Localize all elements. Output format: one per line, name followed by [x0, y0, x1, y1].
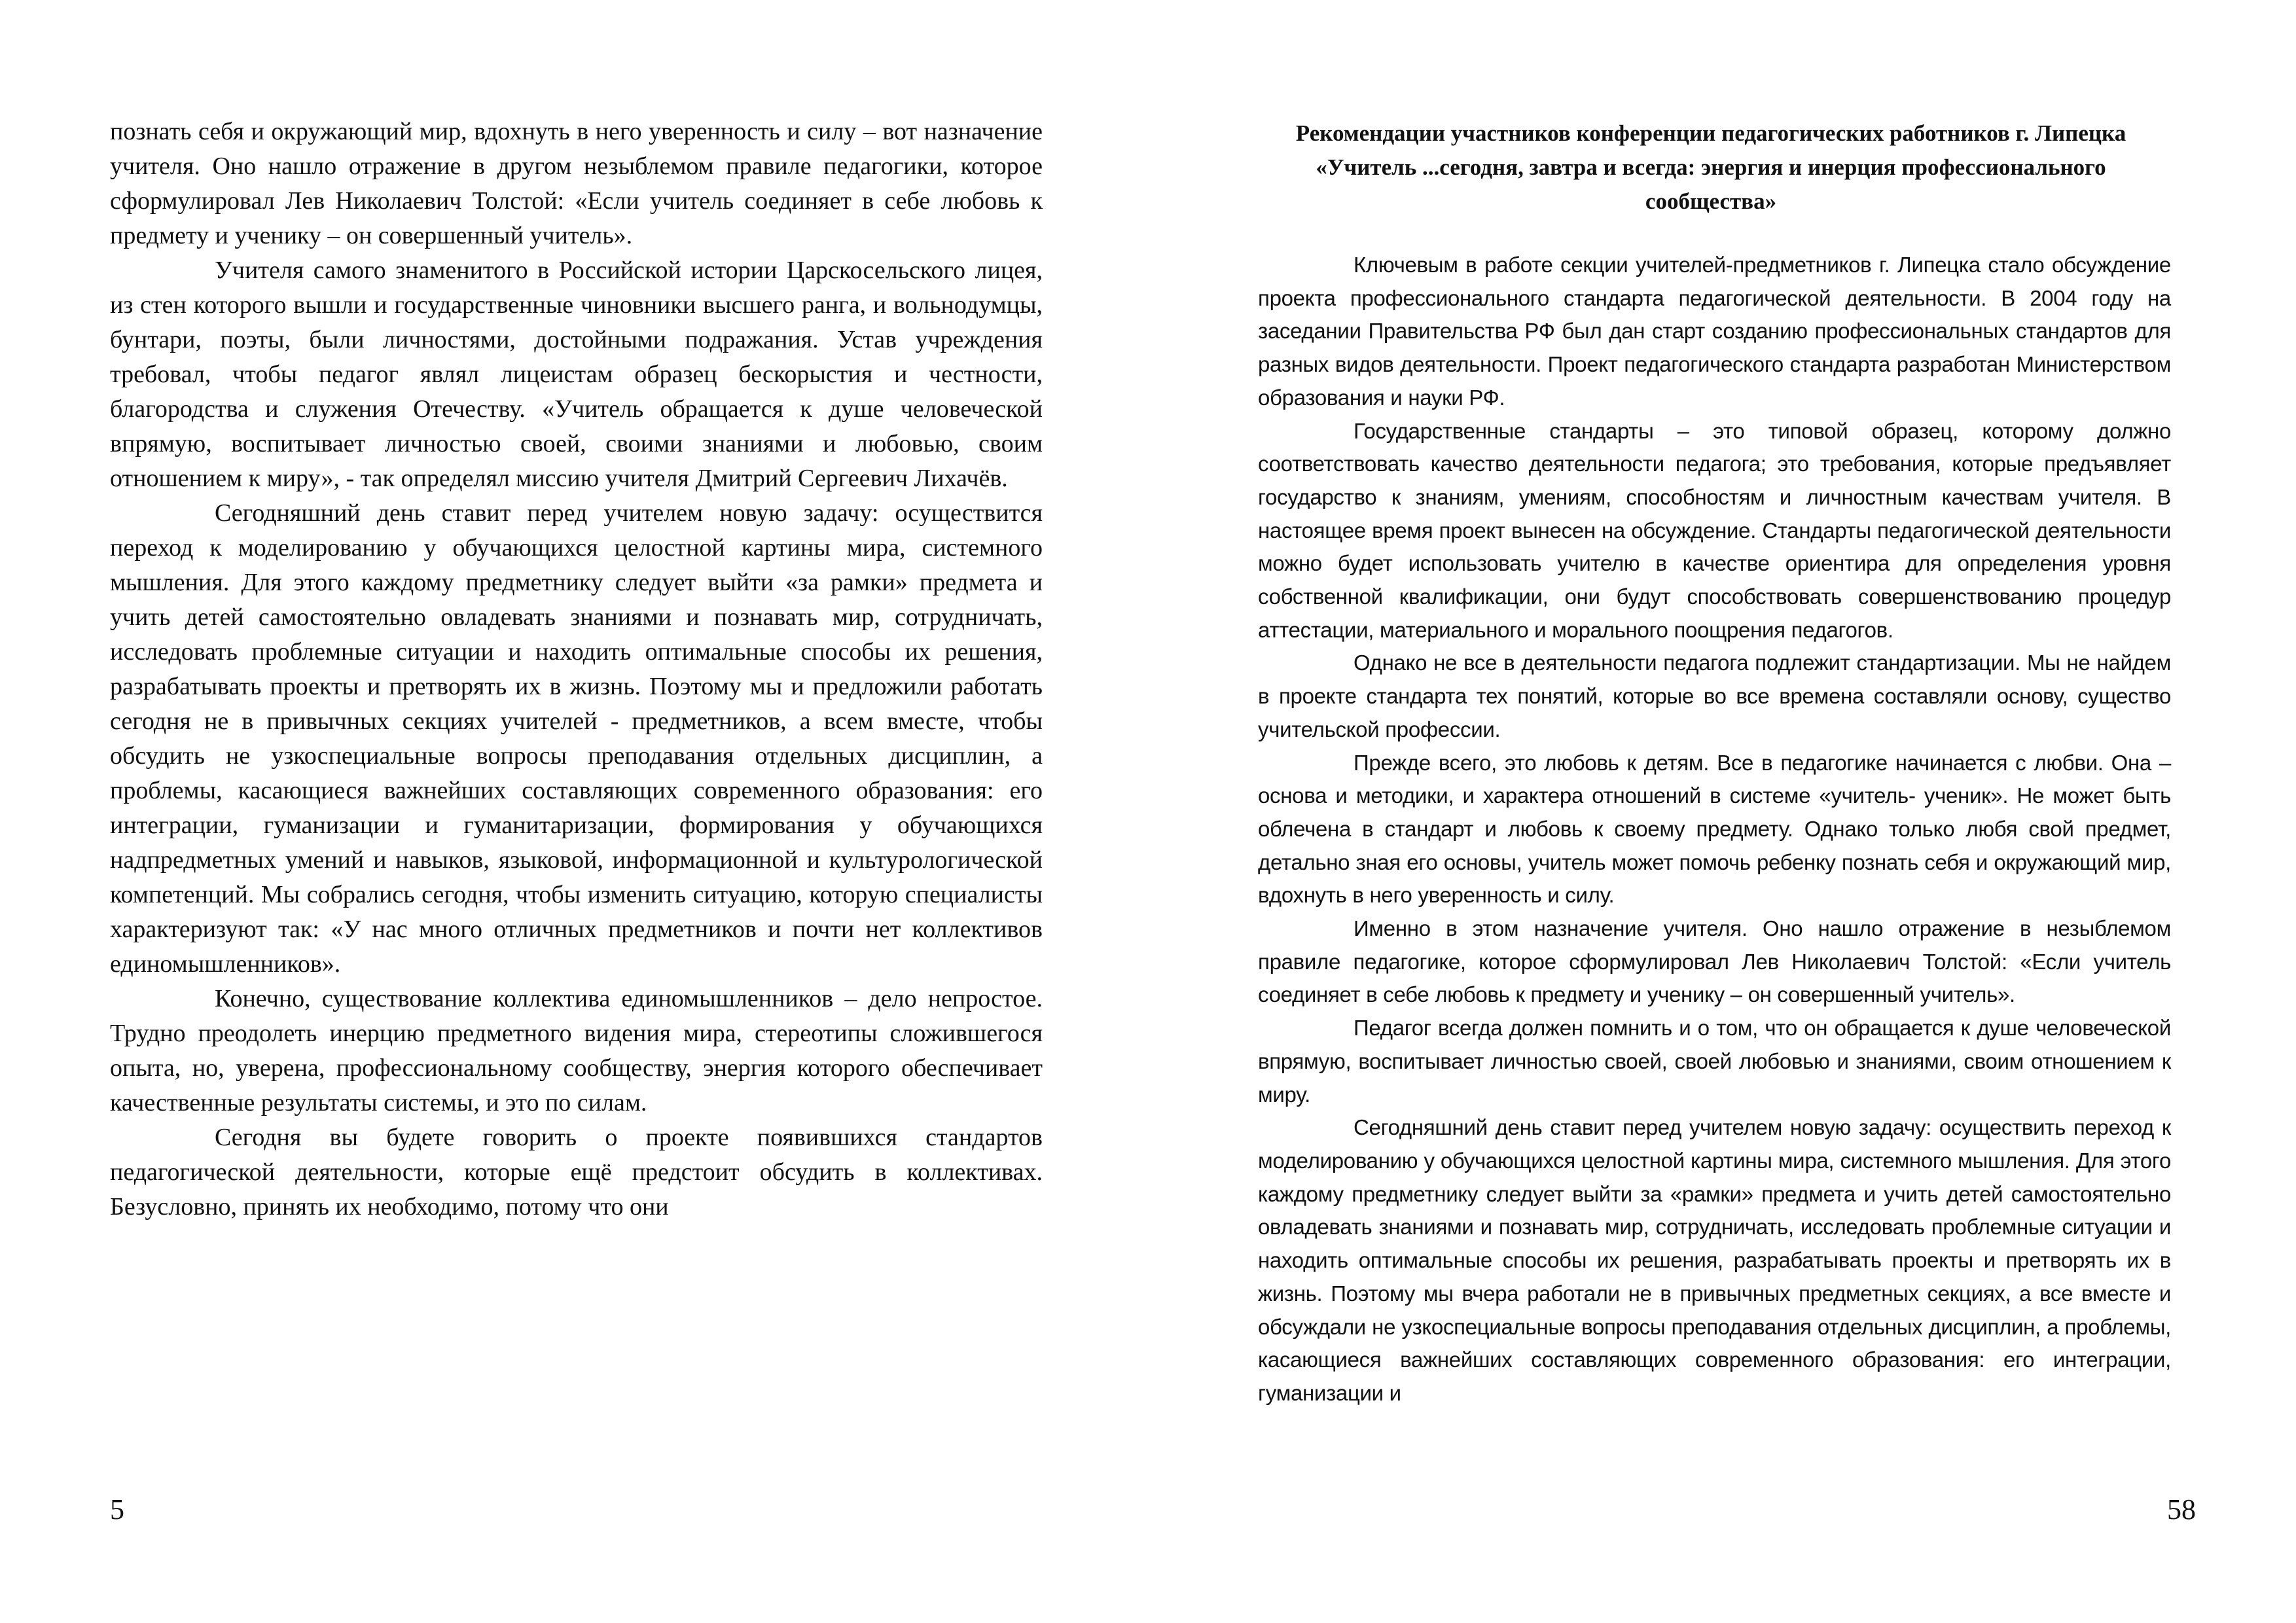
left-paragraph-2: Учителя самого знаменитого в Российской истории Царскосельского лицея, из стен которого вышли и государственные чиновники высшего ранга, и вольнодумцы, бунтари, поэты, были личностями, достойными подражания. Устав учреждения требовал, чтобы педагог являл лицеистам образец бескорыстия и честности, благородства и служения Отечеству. «Учитель обращается к душе человеческой впрямую, воспитывает личностью своей, своими знаниями и любовью, своим отношением к миру», - так определял миссию учителя Дмитрий Сергеевич Лихачёв.	[110, 257, 1043, 492]
left-paragraph-5: Сегодня вы будете говорить о проекте появившихся стандартов педагогической деятельности, которые ещё предстоит обсудить в коллективах. Безусловно, принять их необходимо, потому что они	[110, 1124, 1043, 1221]
right-page-body	[1258, 249, 2171, 1410]
right-paragraph-5: Именно в этом назначение учителя. Оно нашло отражение в незыблемом правиле педагогике, которое сформулировал Лев Николаевич Толстой: «Если учитель соединяет в себе любовь к предмету и ученику – он совершенный учитель».	[1258, 916, 2171, 1007]
right-page	[1148, 0, 2296, 1623]
left-paragraph-3: Сегодняшний день ставит перед учителем новую задачу: осуществится переход к моделированию у обучающихся целостной картины мира, системного мышления. Для этого каждому предметнику следует выйти «за рамки» предмета и учить детей самостоятельно овладевать знаниями и познавать мир, сотрудничать, исследовать проблемные ситуации и находить оптимальные способы их решения, разрабатывать проекты и претворять их в жизнь. Поэтому мы и предложили работать сегодня не в привычных секциях учителей - предметников, а всем вместе, чтобы обсудить не узкоспециальные вопросы преподавания отдельных дисциплин, а проблемы, касающиеся важнейших составляющих современного образования: его интеграции, гуманизации и гуманитаризации, формирования у обучающихся надпредметных умений и навыков, языковой, информационной и культурологической компетенций. Мы собрались сегодня, чтобы изменить ситуацию, которую специалисты характеризуют так: «У нас много отличных предметников и почти нет коллективов единомышленников».	[110, 499, 1043, 978]
right-paragraph-6: Педагог всегда должен помнить и о том, что он обращается к душе человеческой впрямую, воспитывает личностью своей, своей любовью и знаниями, своим отношением к миру.	[1258, 1016, 2171, 1107]
right-paragraph-4: Прежде всего, это любовь к детям. Все в педагогике начинается с любви. Она – основа и методики, и характера отношений в системе «учитель- ученик». Не может быть облечена в стандарт и любовь к своему предмету. Однако только любя свой предмет, детально зная его основы, учитель может помочь ребенку познать себя и окружающий мир, вдохнуть в него уверенность и силу.	[1258, 750, 2171, 908]
left-paragraph-4: Конечно, существование коллектива единомышленников – дело непростое. Трудно преодолеть инерцию предметного видения мира, стереотипы сложившегося опыта, но, уверена, профессиональному сообществу, энергия которого обеспечивает качественные результаты системы, и это по силам.	[110, 985, 1043, 1116]
left-page-number: 5	[110, 1493, 124, 1525]
right-paragraph-2: Государственные стандарты – это типовой образец, которому должно соответствовать качество деятельности педагога; это требования, которые предъявляет государство к знаниям, умениям, способностям и личностным качествам учителя. В настоящее время проект вынесен на обсуждение. Стандарты педагогической деятельности можно будет использовать учителю в качестве ориентира для определения уровня собственной квалификации, они будут способствовать совершенствованию процедур аттестации, материального и морального поощрения педагогов.	[1258, 418, 2171, 642]
left-paragraph-1: познать себя и окружающий мир, вдохнуть в него уверенность и силу – вот назначение учителя. Оно нашло отражение в другом незыблемом правиле педагогики, которое сформулировал Лев Николаевич Толстой: «Если учитель соединяет в себе любовь к предмету и ученику – он совершенный учитель».	[110, 118, 1043, 249]
right-paragraph-7: Сегодняшний день ставит перед учителем новую задачу: осуществить переход к моделированию у обучающихся целостной картины мира, системного мышления. Для этого каждому предметнику следует выйти за «рамки» предмета и учить детей самостоятельно овладевать знаниями и познавать мир, сотрудничать, исследовать проблемные ситуации и находить оптимальные способы их решения, разрабатывать проекты и претворять их в жизнь. Поэтому мы вчера работали не в привычных предметных секциях, а все вместе и обсуждали не узкоспециальные вопросы преподавания отдельных дисциплин, а проблемы, касающиеся важнейших составляющих современного образования: его интеграции, гуманизации и	[1258, 1115, 2171, 1405]
left-page-body	[110, 115, 1043, 1224]
right-page-number: 58	[2167, 1493, 2196, 1525]
right-page-title: Рекомендации участников конференции педагогических работников г. Липецка «Учитель ...сегодня, завтра и всегда: энергия и инерция профессионального сообщества»	[1295, 120, 2126, 214]
right-paragraph-3: Однако не все в деятельности педагога подлежит стандартизации. Мы не найдем в проекте стандарта тех понятий, которые во все времена составляли основу, существо учительской профессии.	[1258, 651, 2171, 741]
right-paragraph-1: Ключевым в работе секции учителей-предметников г. Липецка стало обсуждение проекта профессионального стандарта педагогической деятельности. В 2004 году на заседании Правительства РФ был дан старт созданию профессиональных стандартов для разных видов деятельности. Проект педагогического стандарта разработан Министерством образования и науки РФ.	[1258, 253, 2171, 410]
